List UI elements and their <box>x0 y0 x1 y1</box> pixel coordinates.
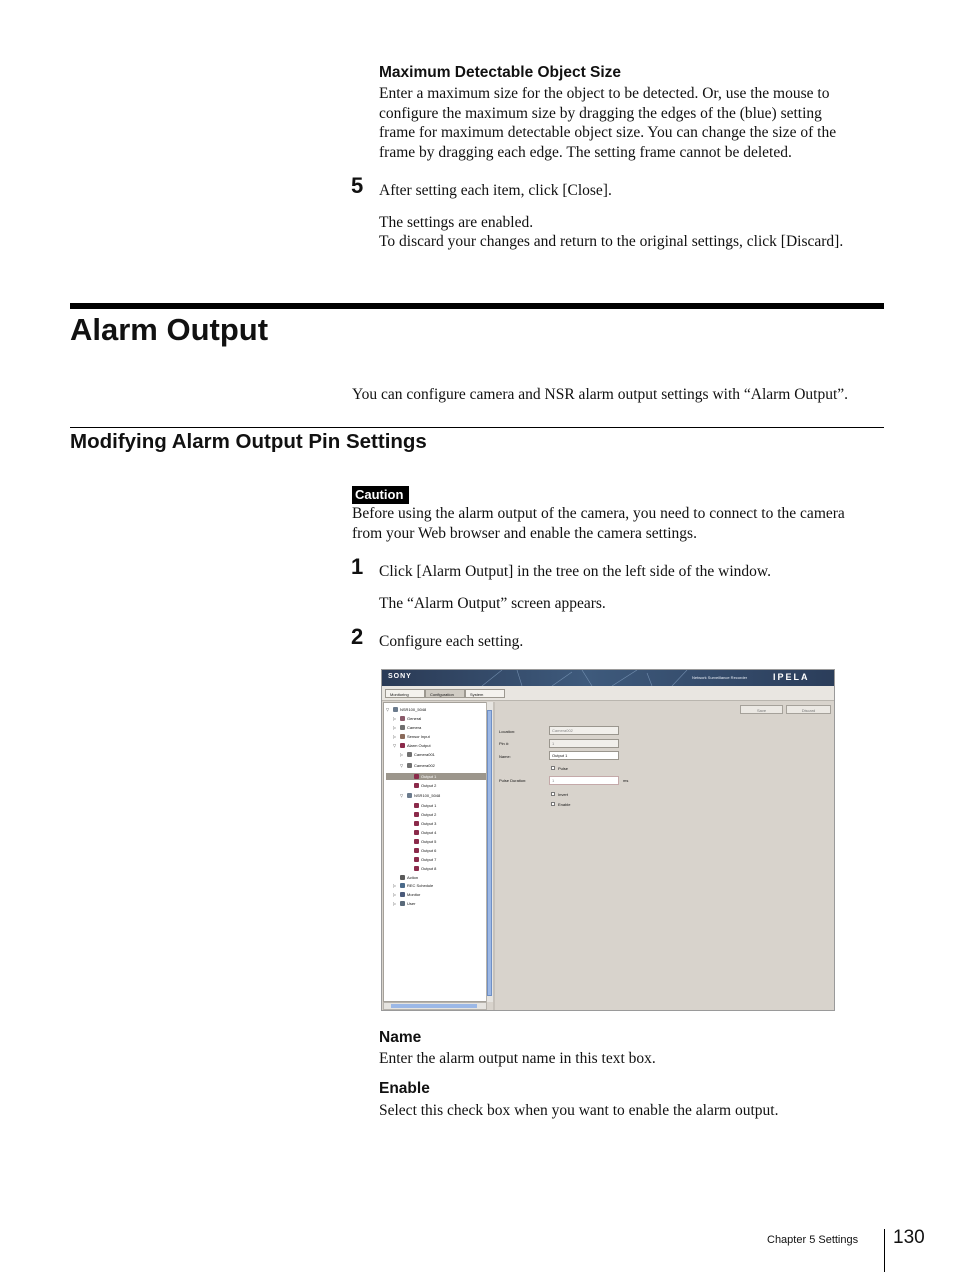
output-icon <box>414 783 419 788</box>
tree-selection-highlight <box>386 773 487 780</box>
pulse-label: Pulse <box>558 766 569 771</box>
enable-description: Select this check box when you want to enable the alarm output. <box>379 1102 779 1119</box>
tree-item[interactable]: Action <box>407 875 419 880</box>
chapter-title: Alarm Output <box>70 312 269 347</box>
tree-item[interactable]: Output 2 <box>421 783 437 788</box>
tree-item[interactable]: General <box>407 716 422 721</box>
camera-icon <box>407 763 412 768</box>
collapse-arrow-icon[interactable]: ▽ <box>400 793 404 798</box>
tree-item[interactable]: NSR100_5048 <box>414 793 441 798</box>
step-5-text: After setting each item, click [Close]. <box>379 182 612 199</box>
caution-badge: Caution <box>352 486 409 504</box>
page-number: 130 <box>893 1227 925 1248</box>
enable-label: Enable <box>558 802 571 807</box>
camera-icon <box>407 752 412 757</box>
collapse-arrow-icon[interactable]: ▽ <box>386 707 390 712</box>
pulse-duration-label: Pulse Duration: <box>499 778 527 783</box>
tab-configuration[interactable]: Configuration <box>425 689 465 698</box>
tree-item[interactable]: Output 7 <box>421 857 437 862</box>
sony-logo: SONY <box>388 673 412 680</box>
chapter-rule <box>70 303 884 309</box>
sensor-icon <box>400 734 405 739</box>
name-description: Enter the alarm output name in this text box. <box>379 1050 656 1067</box>
tree-item[interactable]: Output 3 <box>421 821 437 826</box>
name-heading: Name <box>379 1029 422 1046</box>
output-icon <box>414 830 419 835</box>
output-icon <box>414 857 419 862</box>
step-5-note-1: The settings are enabled. <box>379 214 534 231</box>
pin-label: Pin #: <box>499 741 510 746</box>
step-number-2: 2 <box>351 624 364 649</box>
product-name: Network Surveillance Recorder <box>692 675 748 680</box>
step-number-1: 1 <box>351 554 364 579</box>
output-icon <box>414 848 419 853</box>
step-2-text: Configure each setting. <box>379 633 524 650</box>
text-line: Before using the alarm output of the camera, you need to connect to the camera <box>352 505 845 522</box>
config-tree[interactable] <box>383 702 487 1002</box>
expand-arrow-icon[interactable]: ▷ <box>393 716 397 721</box>
location-label: Location: <box>499 729 516 734</box>
name-input[interactable]: Output 1 <box>549 751 619 760</box>
output-icon <box>414 812 419 817</box>
tree-item[interactable]: Camera <box>407 725 422 730</box>
footer-chapter: Chapter 5 Settings <box>767 1234 859 1246</box>
enable-heading: Enable <box>379 1080 430 1097</box>
alarm-icon <box>400 743 405 748</box>
subsection-title: Modifying Alarm Output Pin Settings <box>70 430 427 453</box>
text-line: configure the maximum size by dragging the edges of the (blue) setting <box>379 104 822 122</box>
tree-item[interactable]: Output 1 <box>421 803 437 808</box>
tree-item[interactable]: Alarm Output <box>407 743 431 748</box>
invert-label: Invert <box>558 792 569 797</box>
tree-item[interactable]: Camera002 <box>414 763 435 768</box>
pulse-duration-input[interactable]: 1 <box>549 776 619 785</box>
collapse-arrow-icon[interactable]: ▽ <box>393 743 397 748</box>
expand-arrow-icon[interactable]: ▷ <box>393 883 397 888</box>
output-icon <box>414 839 419 844</box>
output-icon <box>414 866 419 871</box>
step-5-note-2: To discard your changes and return to the original settings, click [Discard]. <box>379 233 844 250</box>
intro-text: You can configure camera and NSR alarm output settings with “Alarm Output”. <box>352 386 849 403</box>
server-icon <box>393 707 398 712</box>
enable-checkbox[interactable] <box>551 802 555 806</box>
step-1-text: Click [Alarm Output] in the tree on the left side of the window. <box>379 563 771 580</box>
tree-item[interactable]: Monitor <box>407 892 421 897</box>
location-field: Camera002 <box>549 726 619 735</box>
footer-divider <box>884 1229 885 1272</box>
text-line: frame for maximum detectable object size. You can change the size of the <box>379 124 837 141</box>
user-icon <box>400 901 405 906</box>
tree-item[interactable]: Sensor Input <box>407 734 430 739</box>
discard-button[interactable]: Discard <box>786 705 831 714</box>
step-1-note: The “Alarm Output” screen appears. <box>379 595 606 612</box>
pin-field: 1 <box>549 739 619 748</box>
pulse-duration-unit: ms <box>623 778 629 783</box>
camera-icon <box>400 725 405 730</box>
gear-icon <box>400 716 405 721</box>
max-object-size-heading: Maximum Detectable Object Size <box>379 64 622 81</box>
monitor-icon <box>400 892 405 897</box>
tree-item[interactable]: Output 1 <box>421 774 437 779</box>
invert-checkbox[interactable] <box>551 792 555 796</box>
expand-arrow-icon[interactable]: ▷ <box>400 752 404 757</box>
tab-system[interactable]: System <box>465 689 505 698</box>
tree-hscroll-thumb[interactable] <box>391 1004 477 1008</box>
header-decoration <box>462 670 692 686</box>
save-button[interactable]: Save <box>740 705 783 714</box>
tree-item[interactable]: Output 2 <box>421 812 437 817</box>
tree-item[interactable]: Output 6 <box>421 848 437 853</box>
tree-item[interactable]: Camera001 <box>414 752 435 757</box>
tree-item[interactable]: User <box>407 901 416 906</box>
output-icon <box>414 774 419 779</box>
app-header-bar <box>382 670 835 686</box>
output-icon <box>414 803 419 808</box>
caution-text <box>352 504 892 543</box>
alarm-output-screenshot <box>381 669 835 1011</box>
tab-monitoring[interactable]: Monitoring <box>385 689 425 698</box>
tree-item[interactable]: Output 5 <box>421 839 437 844</box>
collapse-arrow-icon[interactable]: ▽ <box>400 763 404 768</box>
expand-arrow-icon[interactable]: ▷ <box>393 734 397 739</box>
expand-arrow-icon[interactable]: ▷ <box>393 725 397 730</box>
text-line: from your Web browser and enable the camera settings. <box>352 524 697 542</box>
expand-arrow-icon[interactable]: ▷ <box>393 892 397 897</box>
tree-item[interactable]: REC Schedule <box>407 883 434 888</box>
action-icon <box>400 875 405 880</box>
output-icon <box>414 821 419 826</box>
expand-arrow-icon[interactable]: ▷ <box>393 901 397 906</box>
step-number-5: 5 <box>351 173 364 198</box>
tree-item[interactable]: NSR100_5048 <box>400 707 427 712</box>
name-label: Name: <box>499 754 511 759</box>
ipela-logo: IPELA <box>773 672 810 682</box>
max-object-size-text <box>379 84 899 162</box>
schedule-icon <box>400 883 405 888</box>
tab-bar <box>382 686 835 701</box>
tree-item[interactable]: Output 8 <box>421 866 437 871</box>
pulse-checkbox[interactable] <box>551 766 555 770</box>
tree-item[interactable]: Output 4 <box>421 830 437 835</box>
text-line: Enter a maximum size for the object to be detected. Or, use the mouse to <box>379 85 830 102</box>
subsection-rule <box>70 427 884 428</box>
tree-scroll-thumb[interactable] <box>487 710 492 996</box>
text-line: frame by dragging each edge. The setting frame cannot be deleted. <box>379 143 792 161</box>
server-icon <box>407 793 412 798</box>
pane-splitter[interactable] <box>493 702 495 1010</box>
